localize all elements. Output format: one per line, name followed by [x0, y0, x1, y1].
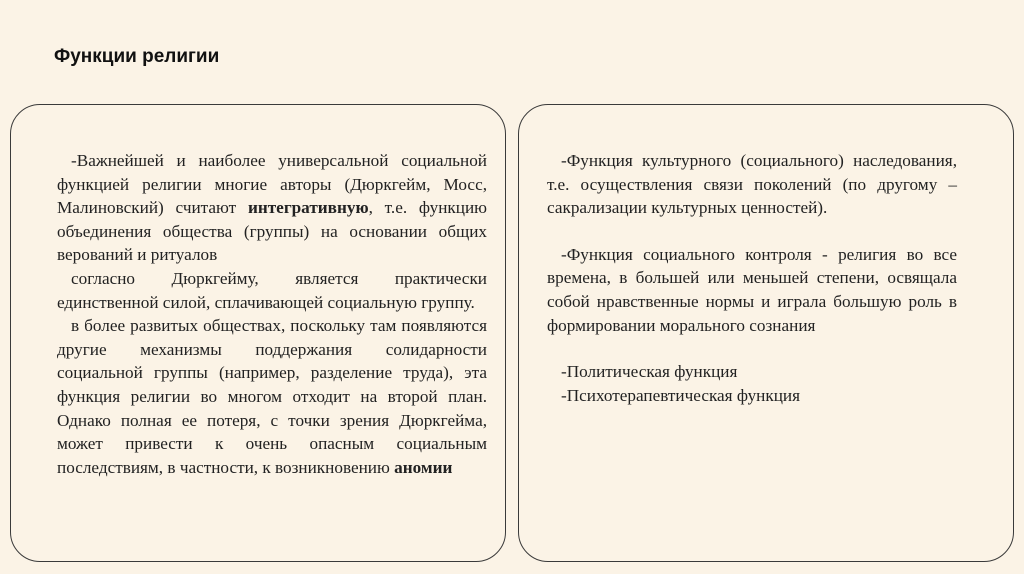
- developed-societies-paragraph: [57, 314, 487, 479]
- integrative-function-text-end: , т.е. функцию объединения общества (группы) на основании общих верований и ритуалов: [57, 198, 488, 265]
- durkheim-paragraph: согласно Дюркгейму, является практически единственной силой, сплачивающей социальную группу.: [57, 268, 487, 312]
- left-text-panel: [10, 104, 506, 562]
- left-panel-text: [57, 149, 487, 479]
- right-panel-text: [547, 149, 957, 407]
- integrative-function-text-start: -Важнейшей и наиболее универсальной социальной функцией религии многие авторы (Дюркгейм, Мосс, Малиновский) считают: [57, 151, 487, 218]
- cultural-inheritance-function: -Функция культурного (социального) наследования, т.е. осуществления связи поколений (по другому – сакрализации культурных ценностей).: [547, 151, 957, 218]
- psychotherapeutic-function: -Психотерапевтическая функция: [561, 385, 801, 405]
- right-text-panel: [518, 104, 1014, 562]
- social-control-function: -Функция социального контроля - религия во все времена, в большей или меньшей степени, освящала собой нравственные нормы и играла большую роль в формировании морального сознания: [547, 244, 957, 335]
- integrative-function-paragraph: [57, 149, 487, 267]
- political-function: -Политическая функция: [561, 362, 738, 382]
- slide-title: Функции религии: [54, 46, 220, 67]
- developed-societies-text: в более развитых обществах, поскольку там появляются другие механизмы поддержания солидарности социальной группы (например, разделение труда), эта функция религии во многом отходит на второй план. Однако полная ее потеря, с точки зрения Дюркгейма, может привести к очень опасным социальным последствиям, в частности, к возникновению: [57, 316, 487, 477]
- integrative-term: интегративную: [247, 198, 369, 218]
- anomie-term: аномии: [394, 457, 453, 477]
